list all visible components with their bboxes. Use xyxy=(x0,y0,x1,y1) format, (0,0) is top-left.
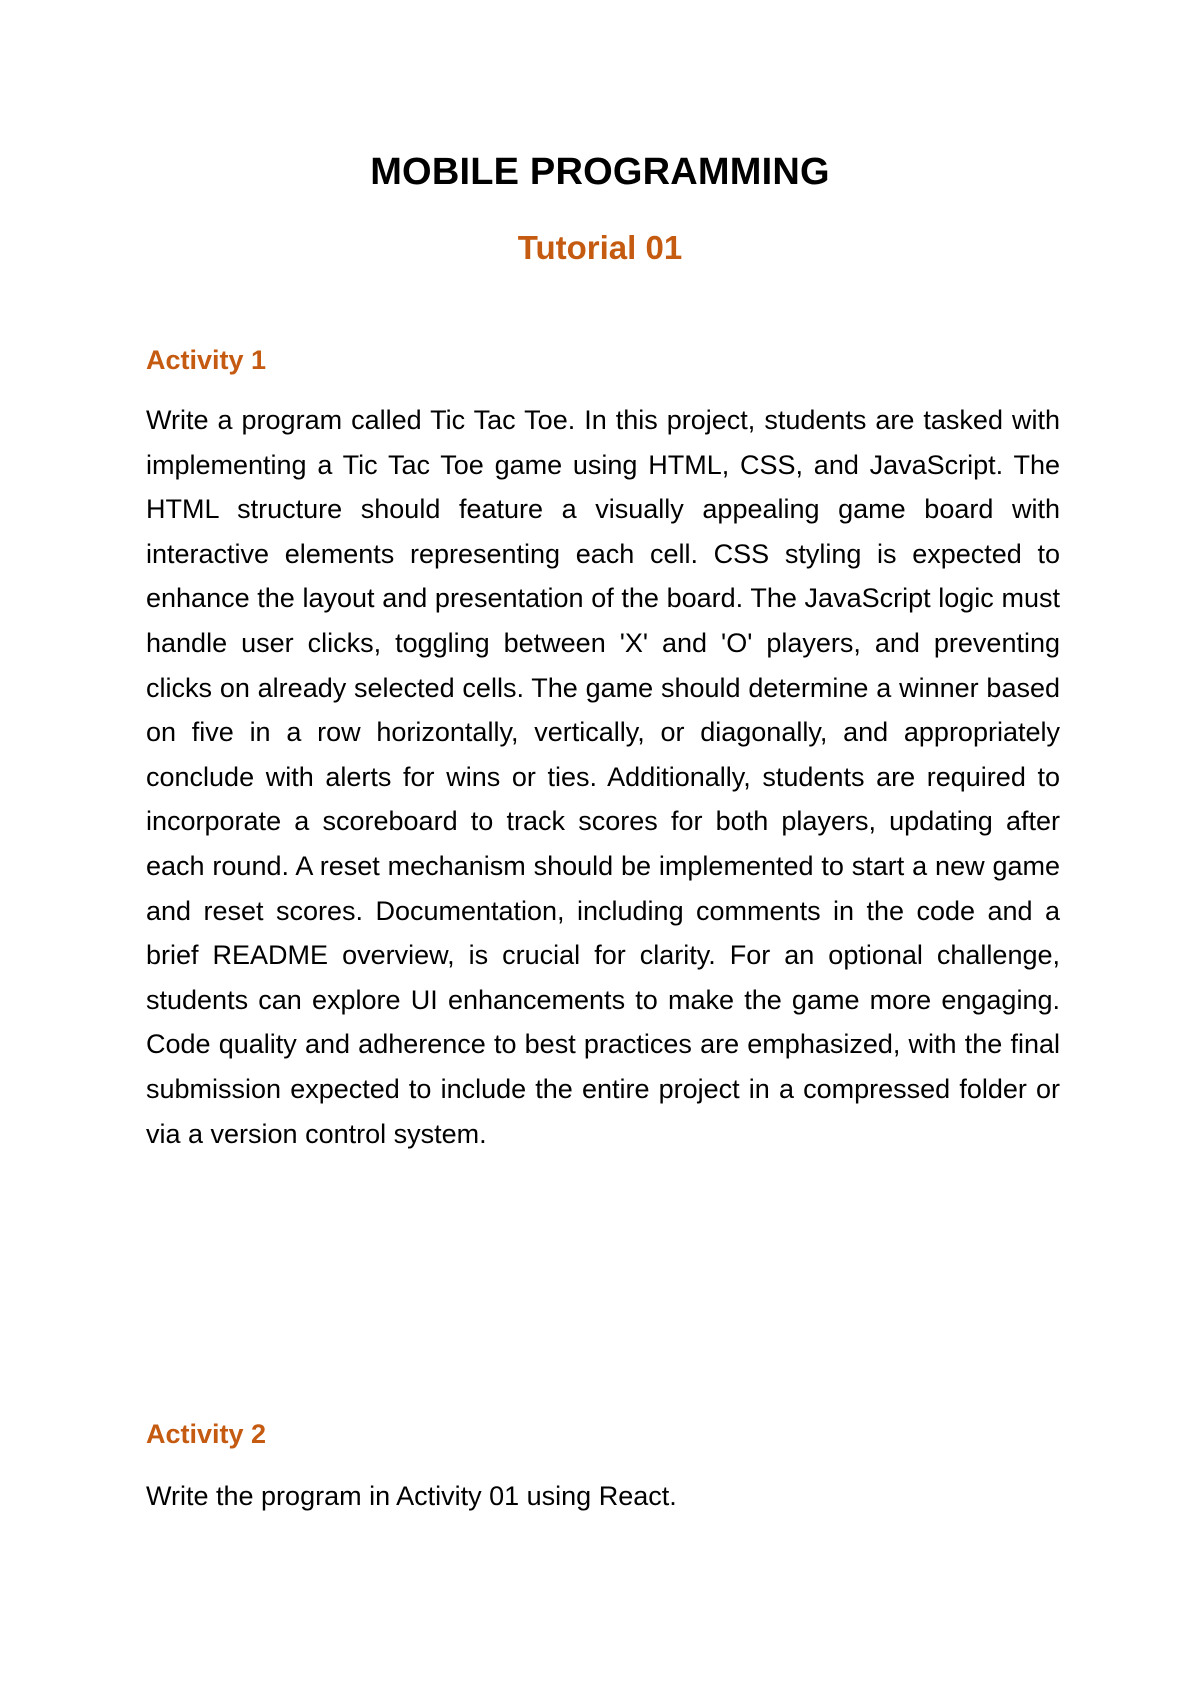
activity-1-description: Write a program called Tic Tac Toe. In this project, students are tasked with implementing a Tic Tac Toe game using HTML, CSS, and JavaScript. The HTML structure should feature a visually appealing game board with interactive elements representing each cell. CSS styling is expected to enhance the layout and presentation of the board. The JavaScript logic must handle user clicks, toggling between 'X' and 'O' players, and preventing clicks on already selected cells. The game should determine a winner based on five in a row horizontally, vertically, or diagonally, and appropriately conclude with alerts for wins or ties. Additionally, students are required to incorporate a scoreboard to track scores for both players, updating after each round. A reset mechanism should be implemented to start a new game and reset scores. Documentation, including comments in the code and a brief README overview, is crucial for clarity. For an optional challenge, students can explore UI enhancements to make the game more engaging. Code quality and adherence to best practices are emphasized, with the final submission expected to include the entire project in a compressed folder or via a version control system. xyxy=(146,405,1060,1149)
activity-2-heading: Activity 2 xyxy=(146,1419,267,1449)
activity-2-description: Write the program in Activity 01 using React. xyxy=(146,1481,677,1511)
document-title: MOBILE PROGRAMMING xyxy=(370,151,830,193)
activity-1-heading: Activity 1 xyxy=(146,345,267,375)
document-subtitle: Tutorial 01 xyxy=(517,229,683,266)
